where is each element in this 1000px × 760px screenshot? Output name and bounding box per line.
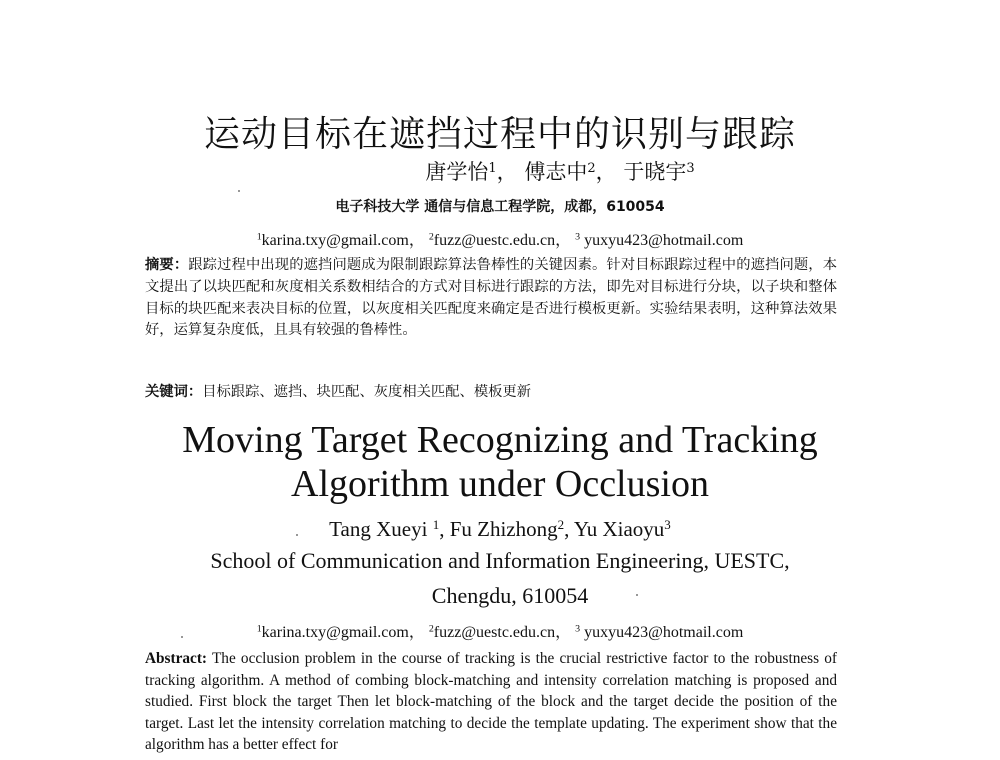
email-address[interactable]: karina.txy@gmail.com [261, 232, 409, 249]
english-author-mark: 1 [432, 516, 440, 532]
chinese-abstract-text: 跟踪过程中出现的遮挡问题成为限制跟踪算法鲁棒性的关键因素。针对目标跟踪过程中的遮挡问题，本文提出了以块匹配和灰度相关系数相结合的方式对目标进行跟踪的方法，即先对目标进行分块，以子块和整体目标的块匹配来表决目标的位置，以灰度相关匹配度来确定是否进行模板更新。实验结果表明，这种算法效果好，运算复杂度低，且具有较强的鲁棒性。 [145, 257, 838, 339]
english-affiliation-line-2: Chengdu, 610054 [431, 583, 589, 608]
english-author-mark: 3 [664, 516, 671, 532]
english-abstract [145, 648, 837, 756]
chinese-affiliation: 电子科技大学 通信与信息工程学院，成都，610054 [335, 199, 665, 215]
english-abstract-text: The occlusion problem in the course of tracking is the crucial restrictive factor to the robustness of tracking algorithm. A method of combing block-matching and intensity correlation matching is proposed and studied. First block the target Then let block-matching of the block and the target decide the position of the target. Last let the intensity correlation matching to decide the template updating. The experiment show that the algorithm has a better effect for [145, 650, 837, 753]
scan-speck [238, 190, 240, 192]
english-author-name: Fu Zhizhong [449, 517, 558, 541]
chinese-abstract [145, 255, 837, 342]
chinese-title: 运动目标在遮挡过程中的识别与跟踪 [203, 114, 796, 155]
email-address[interactable]: fuzz@uestc.edu.cn [433, 624, 556, 641]
chinese-author-mark: 1 [488, 160, 497, 176]
chinese-abstract-label: 摘要： [145, 257, 189, 273]
english-author-name: Tang Xueyi [329, 517, 428, 541]
scan-speck [636, 594, 638, 596]
chinese-authors: 唐学怡$^1$， 傅志中$^2$， 于晓宇$^3$ [425, 160, 695, 184]
email-mark: 3 [575, 623, 581, 635]
english-authors: Tang Xueyi $^1$, Fu Zhizhong$^2$, Yu Xiaoyu$^3$ [329, 516, 671, 541]
email-mark: 3 [575, 231, 581, 243]
chinese-author-mark: 3 [686, 160, 695, 176]
chinese-author-name: 唐学怡 [425, 160, 489, 184]
english-author-name: Yu Xiaoyu [573, 517, 665, 541]
chinese-author-name: 于晓宇 [623, 160, 687, 184]
email-address[interactable]: yuxyu423@hotmail.com [584, 624, 744, 641]
english-abstract-label: Abstract: [145, 650, 208, 667]
chinese-emails: $^1$karina.txy@gmail.com， $^2$fuzz@uestc.edu.cn， $^3$ yuxyu423@hotmail.com [256, 231, 744, 249]
email-address[interactable]: fuzz@uestc.edu.cn [433, 232, 556, 249]
email-address[interactable]: karina.txy@gmail.com [261, 624, 409, 641]
chinese-keywords-text: 目标跟踪、遮挡、块匹配、灰度相关匹配、模板更新 [202, 384, 532, 400]
chinese-keywords [145, 381, 837, 401]
scan-speck [181, 636, 183, 638]
email-mark: 1 [256, 623, 262, 635]
english-title-line-2: Algorithm under Occlusion [291, 463, 709, 505]
english-emails: $^1$karina.txy@gmail.com， $^2$fuzz@uestc.edu.cn， $^3$ yuxyu423@hotmail.com [256, 623, 744, 641]
email-address[interactable]: yuxyu423@hotmail.com [584, 232, 744, 249]
email-mark: 2 [428, 623, 434, 635]
english-title-line-1: Moving Target Recognizing and Tracking [182, 419, 818, 461]
email-mark: 1 [256, 231, 262, 243]
chinese-keywords-label: 关键词： [145, 384, 203, 400]
chinese-author-name: 傅志中 [524, 160, 588, 184]
email-mark: 2 [428, 231, 434, 243]
chinese-author-mark: 2 [587, 160, 596, 176]
english-affiliation-line-1: School of Communication and Information Engineering, UESTC, [210, 548, 790, 573]
english-author-mark: 2 [557, 516, 565, 532]
scan-speck [296, 534, 298, 536]
